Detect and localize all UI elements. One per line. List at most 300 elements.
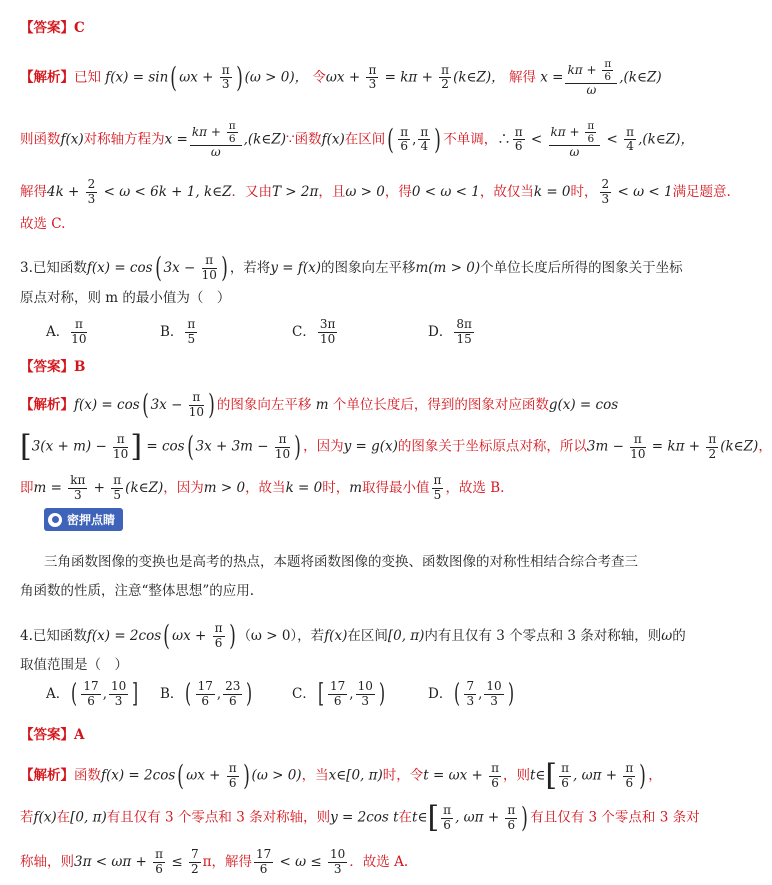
text: 不单调， — [443, 131, 498, 148]
formula: f(x) — [324, 627, 348, 644]
formula: 3x − — [163, 259, 200, 276]
text: 的图象向左平移 — [320, 259, 416, 276]
fraction — [328, 848, 347, 877]
den: 6 — [587, 133, 595, 146]
text: 个单位长度后，得到的图象对应函数 — [332, 396, 549, 413]
den: 3 — [490, 693, 498, 708]
bracket: ] — [130, 429, 143, 464]
paren: ) — [639, 759, 647, 792]
formula: ,(k∈Z)， — [638, 131, 694, 148]
fraction — [196, 680, 215, 709]
num: π — [626, 124, 635, 139]
q4-option-d[interactable]: D．( $\frac{7}{3}$ , $\frac{10}{3}$ ) — [428, 679, 514, 710]
fraction — [623, 762, 635, 791]
formula: m — [315, 396, 329, 413]
text: ，因为 — [303, 438, 344, 455]
num: π — [708, 431, 717, 446]
text: 解得 — [508, 69, 536, 86]
formula: (k∈Z)， — [453, 69, 505, 86]
option-label: A． — [46, 323, 70, 340]
fraction — [366, 64, 378, 93]
text: 内有且仅有 3 个零点和 3 条对称轴，则 — [424, 627, 662, 644]
fraction — [624, 126, 636, 155]
den: 6 — [491, 775, 499, 790]
formula: T > 2π — [272, 183, 319, 200]
q3-answer — [20, 361, 85, 375]
fraction — [505, 804, 517, 833]
formula: y = g(x) — [343, 438, 398, 455]
den: 6 — [443, 817, 451, 832]
fraction — [630, 433, 645, 462]
fraction — [227, 762, 239, 791]
fraction — [489, 762, 501, 791]
formula: , ωπ + — [455, 809, 504, 826]
fraction — [227, 120, 238, 145]
text: 称轴，则 — [20, 853, 74, 870]
num — [549, 120, 601, 146]
formula: t = ωx + — [423, 767, 488, 784]
num: π — [221, 62, 230, 77]
fraction — [202, 254, 217, 283]
fraction — [275, 433, 290, 462]
formula: < ω ≤ — [275, 853, 327, 870]
num: π — [625, 760, 634, 775]
den: 3 — [466, 693, 475, 708]
num: 10 — [110, 679, 127, 693]
text: + — [89, 479, 110, 496]
fraction — [439, 64, 451, 93]
question-number: 3. — [20, 259, 33, 276]
text: 若 — [20, 809, 34, 826]
q3-option-d[interactable] — [428, 318, 476, 347]
formula: f(x) — [321, 131, 345, 148]
q4-option-a[interactable]: A．( $\frac{17}{6}$ , $\frac{10}{3}$ ] — [46, 679, 139, 710]
text: ∴ — [497, 131, 511, 148]
num: π — [604, 58, 612, 70]
den: 10 — [319, 331, 336, 346]
interval-open: ( — [454, 679, 461, 710]
text: 已知 — [74, 69, 101, 86]
fraction — [513, 126, 525, 155]
text: ，若将 — [229, 259, 271, 276]
den: 3 — [221, 77, 230, 92]
formula: 4k + — [47, 183, 84, 200]
num: π — [189, 391, 204, 406]
q4-option-b[interactable]: B．( $\frac{17}{6}$ , $\frac{23}{6}$ ) — [160, 679, 253, 710]
fraction — [111, 474, 123, 503]
formula: 3x + 3m − — [195, 438, 273, 455]
paren: ( — [154, 251, 162, 285]
text: 已知函数 — [32, 259, 87, 276]
fraction — [68, 474, 87, 503]
formula: m > 0 — [203, 479, 246, 496]
option-label: B． — [160, 685, 184, 702]
option-label: A． — [46, 685, 70, 702]
formula: f(x) = 2cos — [101, 767, 176, 784]
num: 3π — [319, 317, 336, 331]
text: 的图象向左平移 — [216, 396, 312, 413]
formula: = kπ + — [647, 438, 705, 455]
fraction — [706, 433, 718, 462]
formula: x = — [540, 69, 564, 86]
text: 时， — [322, 479, 350, 496]
fraction — [464, 680, 476, 709]
num: π — [202, 254, 217, 269]
num: 2 — [87, 177, 96, 191]
paren: ) — [434, 122, 442, 156]
num: 8π — [456, 317, 472, 331]
num: π — [214, 621, 223, 635]
formula: ωx + — [325, 69, 365, 86]
q4-stem-line1 — [20, 619, 686, 653]
num: π — [228, 760, 237, 775]
paren: ( — [170, 60, 178, 94]
num: π — [420, 124, 429, 139]
formula: ωx + — [186, 767, 225, 784]
formula: m(m > 0) — [415, 259, 481, 276]
formula: f(x) = cos — [86, 259, 153, 276]
text: ，则 — [503, 767, 530, 784]
den: 6 — [625, 775, 634, 790]
text: 在区间 — [344, 131, 386, 148]
answer-value: A — [74, 727, 85, 743]
paren: ) — [228, 619, 236, 653]
answer-value: C — [74, 20, 85, 36]
den: 3 — [368, 77, 377, 92]
text: 即 — [20, 479, 34, 496]
formula: k = 0 — [285, 479, 323, 496]
text: ， — [648, 767, 662, 784]
formula: 3x − — [150, 396, 187, 413]
q3-analysis-line1 — [20, 388, 619, 422]
fraction — [189, 848, 201, 877]
formula: < ω < 1 — [613, 183, 673, 200]
den: 3 — [361, 693, 370, 708]
option-label: B． — [160, 323, 184, 340]
text: ，故仅当 — [479, 183, 534, 200]
interval-close: ] — [132, 679, 139, 710]
formula: (k∈Z) — [125, 479, 164, 496]
text: 有且仅有 3 个零点和 3 条对称轴，则 — [106, 809, 331, 826]
formula: kπ + — [567, 63, 601, 78]
num: π — [433, 473, 442, 487]
num: π — [275, 433, 290, 448]
den: 5 — [113, 487, 122, 502]
answer-tag: 【答案】 — [20, 20, 74, 36]
target-icon — [48, 513, 62, 527]
text: 有且仅有 3 个零点和 3 条对 — [530, 809, 700, 826]
q2-analysis-line1 — [20, 58, 662, 98]
num — [190, 120, 242, 146]
formula: m — [349, 479, 363, 496]
num: π — [155, 847, 164, 861]
fraction — [185, 318, 197, 347]
text: ，故当 — [245, 479, 286, 496]
formula: = cos — [142, 438, 185, 455]
num: π — [113, 473, 122, 487]
formula: t∈ — [530, 767, 546, 784]
formula: kπ + — [191, 125, 225, 140]
den: 6 — [259, 861, 268, 876]
fraction — [86, 178, 98, 207]
fraction — [220, 64, 232, 93]
text: （ω > 0），若 — [237, 627, 325, 644]
formula: < ω < 6k + 1, k∈Z — [99, 183, 232, 200]
bracket: [ — [20, 429, 32, 464]
num: 7 — [190, 847, 199, 861]
den: 10 — [113, 446, 129, 461]
fraction — [549, 120, 601, 160]
formula: 0 < ω < 1 — [411, 183, 480, 200]
text: ∵函数 — [286, 131, 322, 148]
den: 10 — [201, 267, 217, 282]
den: 10 — [71, 331, 87, 346]
fraction — [190, 120, 242, 160]
fraction — [600, 178, 612, 207]
den: 3 — [114, 693, 123, 708]
text: π，解得 — [202, 853, 252, 870]
den: 4 — [420, 139, 429, 154]
formula: m = — [33, 479, 67, 496]
text: ，得 — [384, 183, 412, 200]
fraction — [418, 126, 430, 155]
note-line1: 三角函数图像的变换也是高考的热点，本题将函数图像的变换、函数图像的对称性相结合综合考查三 — [44, 554, 638, 570]
num: 10 — [357, 679, 373, 693]
q3-stem-line2: 原点对称，则 m 的最小值为（ ） — [20, 290, 231, 306]
badge-label: 密押点睛 — [67, 513, 116, 527]
den: 15 — [456, 331, 472, 346]
formula: (ω > 0) — [251, 767, 302, 784]
formula: f(x) = sin — [105, 69, 169, 86]
fraction — [356, 680, 375, 709]
fraction — [328, 680, 347, 709]
text: 函数 — [74, 767, 101, 784]
analysis-tag: 【解析】 — [20, 767, 74, 784]
fraction — [189, 391, 204, 420]
den: 6 — [228, 133, 236, 146]
num: π — [441, 62, 450, 77]
num: π — [368, 62, 377, 77]
q2-answer — [20, 22, 85, 36]
den: 10 — [274, 446, 291, 461]
den: 6 — [228, 693, 237, 708]
paren: ) — [208, 388, 215, 422]
text: 时， — [570, 183, 598, 200]
den: 3 — [73, 487, 82, 502]
den: ω — [210, 145, 221, 160]
num: 2 — [601, 177, 610, 191]
num: 17 — [255, 847, 272, 861]
q4-analysis-line3 — [20, 848, 408, 877]
text: 对称轴方程为 — [83, 131, 165, 148]
den: 6 — [214, 635, 223, 650]
paren: ) — [221, 251, 228, 285]
text: 在 — [398, 809, 413, 826]
den: 2 — [441, 77, 449, 92]
q2-analysis-line3 — [20, 178, 731, 207]
fraction — [213, 622, 225, 651]
den: 6 — [201, 693, 210, 708]
fraction — [432, 474, 444, 503]
q3-analysis-line3 — [20, 474, 504, 503]
q3-option-a[interactable] — [46, 318, 89, 347]
num — [565, 58, 617, 84]
den: ω — [569, 145, 580, 160]
q4-option-c[interactable]: C．[ $\frac{17}{6}$ , $\frac{10}{3}$ ) — [292, 679, 385, 710]
text: ，当 — [301, 767, 329, 784]
fraction — [484, 680, 503, 709]
text: ，因为 — [163, 479, 204, 496]
formula: f(x) = 2cos — [86, 627, 162, 644]
analysis-tag: 【解析】 — [20, 396, 74, 413]
formula: 3π < ωπ + — [74, 853, 152, 870]
den: 6 — [87, 693, 95, 708]
num: π — [400, 124, 409, 139]
num: π — [630, 433, 645, 448]
text: 个单位长度后所得的图象关于坐标 — [480, 259, 683, 276]
num: π — [187, 317, 196, 331]
formula: f(x) = cos — [74, 396, 140, 413]
den: 2 — [708, 446, 717, 461]
num: π — [71, 318, 86, 333]
num: π — [443, 802, 452, 817]
answer-value: B — [74, 359, 86, 375]
num: π — [491, 760, 499, 775]
text: < — [602, 131, 623, 148]
paren: ( — [163, 619, 170, 653]
formula: [0, π) — [70, 809, 107, 826]
num: 23 — [225, 679, 241, 693]
text: 则函数 — [20, 131, 61, 148]
num: π — [587, 120, 595, 132]
text: 令 — [312, 69, 326, 86]
fraction — [559, 762, 571, 791]
fraction — [153, 848, 165, 877]
text: 解得 — [20, 183, 47, 200]
text: 取得最小值 — [362, 479, 430, 496]
interval-close: ) — [507, 679, 514, 710]
answer-tag: 【答案】 — [20, 727, 74, 743]
formula: 3(x + m) − — [31, 438, 112, 455]
formula: ωx + — [172, 627, 211, 644]
fraction — [318, 318, 338, 347]
interval-close: ) — [246, 679, 253, 710]
text: ， — [758, 438, 772, 455]
text: 在区间 — [347, 627, 388, 644]
q2-conclusion: 故选 C. — [20, 216, 66, 232]
den: 3 — [601, 191, 610, 206]
num: 17 — [83, 679, 99, 693]
formula: ,(k∈Z) — [243, 131, 287, 148]
num: 7 — [466, 679, 475, 693]
den: 5 — [187, 331, 196, 346]
text: 的图象关于坐标原点对称，所以 — [397, 438, 587, 455]
text: 已知函数 — [32, 627, 87, 644]
num: π — [228, 120, 236, 132]
den: 3 — [87, 191, 96, 206]
q3-stem-line1 — [20, 251, 683, 285]
fraction — [454, 318, 474, 347]
den: 6 — [400, 139, 408, 154]
option-label: D． — [428, 323, 453, 340]
paren: ( — [186, 430, 194, 463]
paren: ( — [141, 388, 149, 422]
text: 满足题意. — [672, 183, 731, 200]
den: 4 — [626, 139, 634, 154]
fraction — [109, 680, 128, 709]
formula: [0, π) — [387, 627, 425, 644]
paren: ) — [235, 60, 243, 94]
text: 的 — [672, 627, 686, 644]
num: 17 — [197, 679, 213, 693]
q3-analysis-line2 — [20, 429, 772, 464]
formula: y = 2cos t — [330, 809, 399, 826]
q2-analysis-line2: 则函数f(x)对称轴方程为x = kπ + $\frac{\pi}{6}$ ω ,(k∈Z)∵函数f(x)在区间( $\frac{\pi}{6}$ , $\frac{\pi}{4}$ ) 不单调，∴ $\frac{\pi}{6}$ < kπ + $\frac{\pi}{6}$ ω < $\frac{\pi}{4}$ ,(k∈Z)， — [20, 120, 694, 160]
bracket: [ — [545, 758, 558, 793]
den: 6 — [507, 817, 516, 832]
option-label: D． — [428, 685, 453, 702]
formula: f(x) — [60, 131, 84, 148]
den: 6 — [604, 71, 612, 84]
fraction — [81, 680, 100, 709]
formula: = kπ + — [380, 69, 438, 86]
formula: y = f(x) — [270, 259, 321, 276]
q4-stem-line2: 取值范围是（ ） — [20, 657, 128, 673]
paren: ) — [521, 801, 529, 834]
den: 10 — [630, 446, 646, 461]
den: ω — [586, 83, 597, 98]
formula: k = 0 — [533, 183, 571, 200]
formula: ω — [661, 627, 673, 644]
paren: ( — [387, 122, 395, 156]
den: 6 — [514, 139, 523, 154]
q4-answer — [20, 729, 84, 743]
num: π — [514, 124, 523, 139]
den: 6 — [155, 861, 163, 876]
q3-option-c[interactable] — [292, 318, 339, 347]
formula: f(x) — [33, 809, 57, 826]
num: 10 — [330, 847, 346, 861]
interval-open: ( — [185, 679, 192, 710]
den: 3 — [333, 861, 342, 876]
den: 6 — [561, 775, 569, 790]
formula: 3m − — [586, 438, 629, 455]
num: 10 — [486, 679, 502, 693]
formula: ω > 0 — [345, 183, 385, 200]
formula: , ωπ + — [573, 767, 622, 784]
fraction — [398, 126, 410, 155]
paren: ( — [177, 759, 184, 792]
num: kπ — [70, 473, 86, 487]
formula: kπ + — [550, 125, 584, 140]
text: ．故选 A. — [349, 853, 409, 870]
formula: t∈ — [412, 809, 428, 826]
num: π — [561, 760, 570, 775]
paren: ) — [294, 430, 301, 463]
den: 6 — [333, 693, 342, 708]
den: 6 — [228, 775, 237, 790]
note-line2: 角函数的性质，注意“整体思想”的应用. — [20, 583, 255, 599]
q3-option-b[interactable] — [160, 318, 199, 347]
text: < — [526, 131, 547, 148]
fraction — [71, 318, 86, 347]
q4-analysis-line2 — [20, 800, 700, 835]
fraction — [441, 804, 453, 833]
option-label: C． — [292, 685, 316, 702]
interval-open: ( — [71, 679, 78, 710]
text: 时，令 — [382, 767, 424, 784]
paren: ) — [242, 759, 250, 792]
